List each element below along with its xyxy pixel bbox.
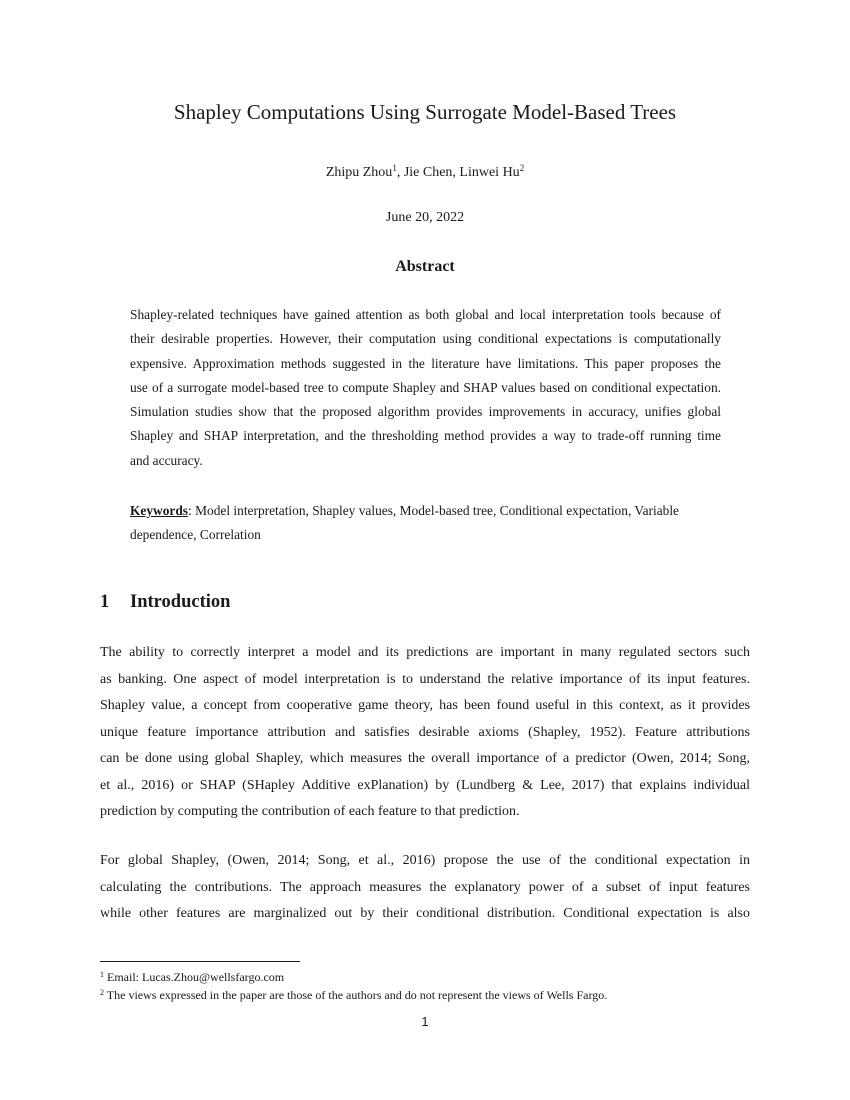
author-others: , Jie Chen, Linwei Hu <box>396 165 520 180</box>
abstract-line: Simulation studies show that the proposed algorithm provides improvements in accuracy, unifies global <box>130 404 721 420</box>
footnote-text: The views expressed in the paper are those of the authors and do not represent the views of Wells Fargo. <box>106 988 608 1002</box>
paragraph-line: prediction by computing the contribution of each feature to that prediction. <box>100 804 520 819</box>
footnote-text: Email: Lucas.Zhou@wellsfargo.com <box>107 970 285 984</box>
footnote-2 <box>100 985 750 1003</box>
paragraph-line: as banking. One aspect of model interpretation is to understand the relative importance of its input features. <box>100 671 750 687</box>
keywords-list: : Model interpretation, Shapley values, Model-based tree, Conditional expectation, Variable <box>188 503 680 518</box>
section-number: 1 <box>100 592 110 612</box>
paragraph-line: Shapley value, a concept from cooperative game theory, has been found useful in this context, as it provides <box>100 698 750 713</box>
section-title: Introduction <box>130 592 231 612</box>
keywords <box>130 499 721 548</box>
footnote-marker-2: 2 <box>519 163 525 173</box>
abstract-line: and accuracy. <box>130 452 203 468</box>
paragraph-line: The ability to correctly interpret a model and its predictions are important in many regulated sectors such <box>100 645 750 660</box>
abstract-line: expensive. Approximation methods suggested in the literature have limitations. This paper proposes the <box>130 355 721 371</box>
abstract-line: their desirable properties. However, their computation using conditional expectations is computationally <box>130 331 721 347</box>
paper-title: Shapley Computations Using Surrogate Model-Based Trees <box>173 100 677 124</box>
paragraph-line: can be done using global Shapley, which measures the overall importance of a predictor (Owen, 2014; Song, <box>100 751 750 766</box>
footnote-1 <box>100 967 750 985</box>
author-list <box>0 163 850 181</box>
footnote-mark: 2 <box>100 988 104 997</box>
abstract-line: Shapley and SHAP interpretation, and the thresholding method provides a way to trade-off running time <box>130 428 721 444</box>
abstract-line: use of a surrogate model-based tree to compute Shapley and SHAP values based on conditional expectation. <box>130 379 721 395</box>
section-heading <box>100 592 230 613</box>
page-number: 1 <box>421 1014 429 1029</box>
intro-paragraph-1 <box>100 640 750 826</box>
paragraph-line: while other features are marginalized out by their conditional distribution. Conditional expectation is also <box>100 906 750 921</box>
author-1: Zhipu Zhou <box>325 165 393 180</box>
abstract-body <box>130 303 721 473</box>
abstract-heading: Abstract <box>395 258 455 275</box>
paragraph-line: unique feature importance attribution and satisfies desirable axioms (Shapley, 1952). Feature attributions <box>100 724 750 740</box>
paragraph-line: calculating the contributions. The approach measures the explanatory power of a subset of input features <box>100 879 750 895</box>
abstract-line: Shapley-related techniques have gained attention as both global and local interpretation tools because of <box>130 307 721 322</box>
footnote-mark: 1 <box>100 970 104 979</box>
paragraph-line: et al., 2016) or SHAP (SHapley Additive exPlanation) by (Lundberg & Lee, 2017) that explains individual <box>100 777 750 793</box>
keywords-list-cont: dependence, Correlation <box>130 527 261 543</box>
footnote-divider <box>100 961 300 962</box>
intro-paragraph-2 <box>100 848 750 928</box>
publication-date: June 20, 2022 <box>385 210 465 225</box>
paragraph-line: For global Shapley, (Owen, 2014; Song, et al., 2016) propose the use of the conditional expectation in <box>100 853 750 868</box>
footnotes <box>100 967 750 1003</box>
keywords-label: Keywords <box>130 503 189 518</box>
footnote-marker-1: 1 <box>392 163 397 173</box>
